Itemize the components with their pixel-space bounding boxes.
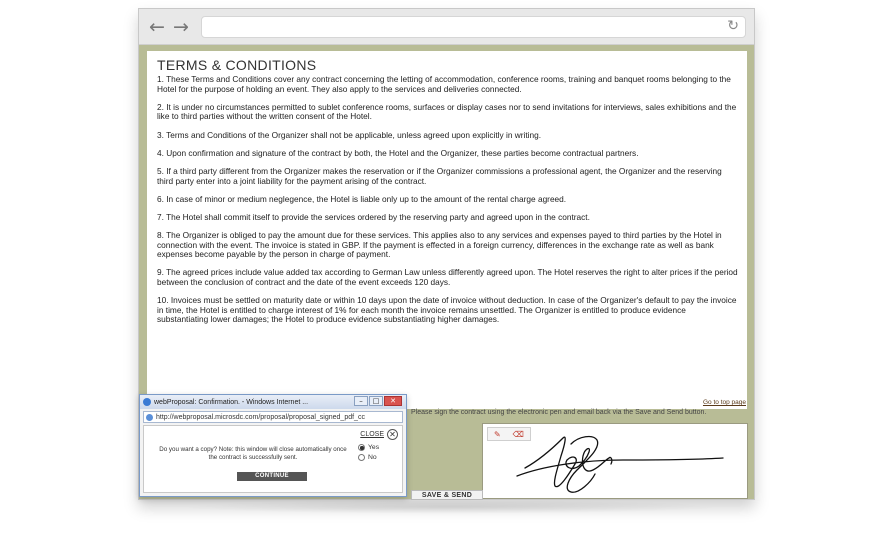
close-icon[interactable]: ✕ <box>387 429 398 440</box>
close-link[interactable]: CLOSE <box>360 431 384 438</box>
terms-clause: 5. If a third party different from the Organizer makes the reservation or if the Organizer commissions a professional agent, the Organizer and the reserving third party enter into a joint liability for the payment arising of the contract. <box>157 165 722 186</box>
terms-clause: 1. These Terms and Conditions cover any contract concerning the letting of accommodation, conference rooms, training and banquet rooms belonging to the Hotel for the purpose of holding an event. They also apply to the services and deliveries connected. <box>157 74 731 94</box>
copy-question: Do you want a copy? Note: this window will close automatically once the contract is successfully sent. <box>159 446 347 461</box>
back-arrow-icon[interactable]: ← <box>149 15 165 38</box>
minimize-icon[interactable]: – <box>354 396 368 406</box>
window-close-icon[interactable]: ✕ <box>384 396 402 406</box>
option-yes-label: Yes <box>368 444 380 451</box>
browser-toolbar <box>139 9 754 45</box>
signature-stroke <box>513 430 733 498</box>
address-bar[interactable] <box>201 16 746 38</box>
shadow <box>180 500 720 514</box>
radio-yes[interactable] <box>358 444 365 451</box>
maximize-icon[interactable]: □ <box>369 396 383 406</box>
option-no[interactable] <box>358 454 379 461</box>
continue-button[interactable]: CONTINUE <box>237 472 307 481</box>
popup-address-bar[interactable] <box>143 411 403 423</box>
window-controls <box>353 396 402 406</box>
terms-clause: 3. Terms and Conditions of the Organizer shall not be applicable, unless agreed upon explicitly in writing. <box>157 129 542 140</box>
terms-clause: 2. It is under no circumstances permitted to sublet conference rooms, surfaces or display cases nor to send invitations for interviews, sales exhibitions and the like to third parties without the written consent of the Hotel. <box>157 101 737 122</box>
terms-clause: 10. Invoices must be settled on maturity date or within 10 days upon the date of invoice without deduction. In case of the Organizer's default to pay the invoice in time, the Hotel is entitled to charge interest of 1% for each month the invoice remains unsettled. The Organizer is entitled to produce evidence substantiating lower damages; the Hotel to produce evidence substantiating higher damages. <box>157 295 737 325</box>
terms-clause: 9. The agreed prices include value added tax according to German Law unless differently agreed upon. The Hotel reserves the right to alter prices if the period between the conclusion of contract and the date of the event exceeds 120 days. <box>157 267 738 288</box>
eraser-icon[interactable]: ⌫ <box>512 429 524 439</box>
forward-arrow-icon[interactable]: → <box>173 15 189 38</box>
reload-icon[interactable]: ↻ <box>727 17 739 34</box>
terms-clause: 4. Upon confirmation and signature of the contract by both, the Hotel and the Organizer, these parties become contractual partners. <box>157 147 639 158</box>
copy-options <box>358 444 379 464</box>
pen-icon[interactable]: ✎ <box>493 429 501 439</box>
close-control[interactable] <box>360 429 398 440</box>
terms-clause: 8. The Organizer is obliged to pay the amount due for these services. This applies also to any services and expenses payed to third parties by the Hotel in connection with the event. The invoice is stated in GBP. If the payment is effected in a foreign currency, differences in the exchange rate as well as bank expenses become payable by the person in charge of payment. <box>157 230 722 260</box>
popup-url-text: http://webproposal.microsdc.com/proposal/proposal_signed_pdf_cc <box>156 413 365 421</box>
option-no-label: No <box>368 454 377 461</box>
popup-titlebar <box>140 395 406 409</box>
option-yes[interactable] <box>358 444 379 451</box>
globe-icon <box>146 414 153 421</box>
terms-title: TERMS & CONDITIONS <box>157 57 317 73</box>
terms-clause: 6. In case of minor or medium neglegence, the Hotel is liable only up to the amount of the rental charge agreed. <box>157 193 567 204</box>
save-and-send-button[interactable]: SAVE & SEND <box>411 490 483 500</box>
sign-instruction: Please sign the contract using the electronic pen and email back via the Save and Send button. <box>411 409 707 416</box>
browser-logo-icon <box>143 398 151 406</box>
go-to-top-link[interactable]: Go to top page <box>702 399 746 406</box>
radio-no[interactable] <box>358 454 365 461</box>
terms-document <box>147 51 747 409</box>
confirmation-popup <box>139 394 407 497</box>
popup-content <box>143 425 403 493</box>
popup-title: webProposal: Confirmation. - Windows Internet ... <box>154 398 309 406</box>
signature-pad[interactable] <box>482 423 748 499</box>
terms-clause: 7. The Hotel shall commit itself to provide the services ordered by the reserving party and agreed upon in the contract. <box>157 211 590 222</box>
